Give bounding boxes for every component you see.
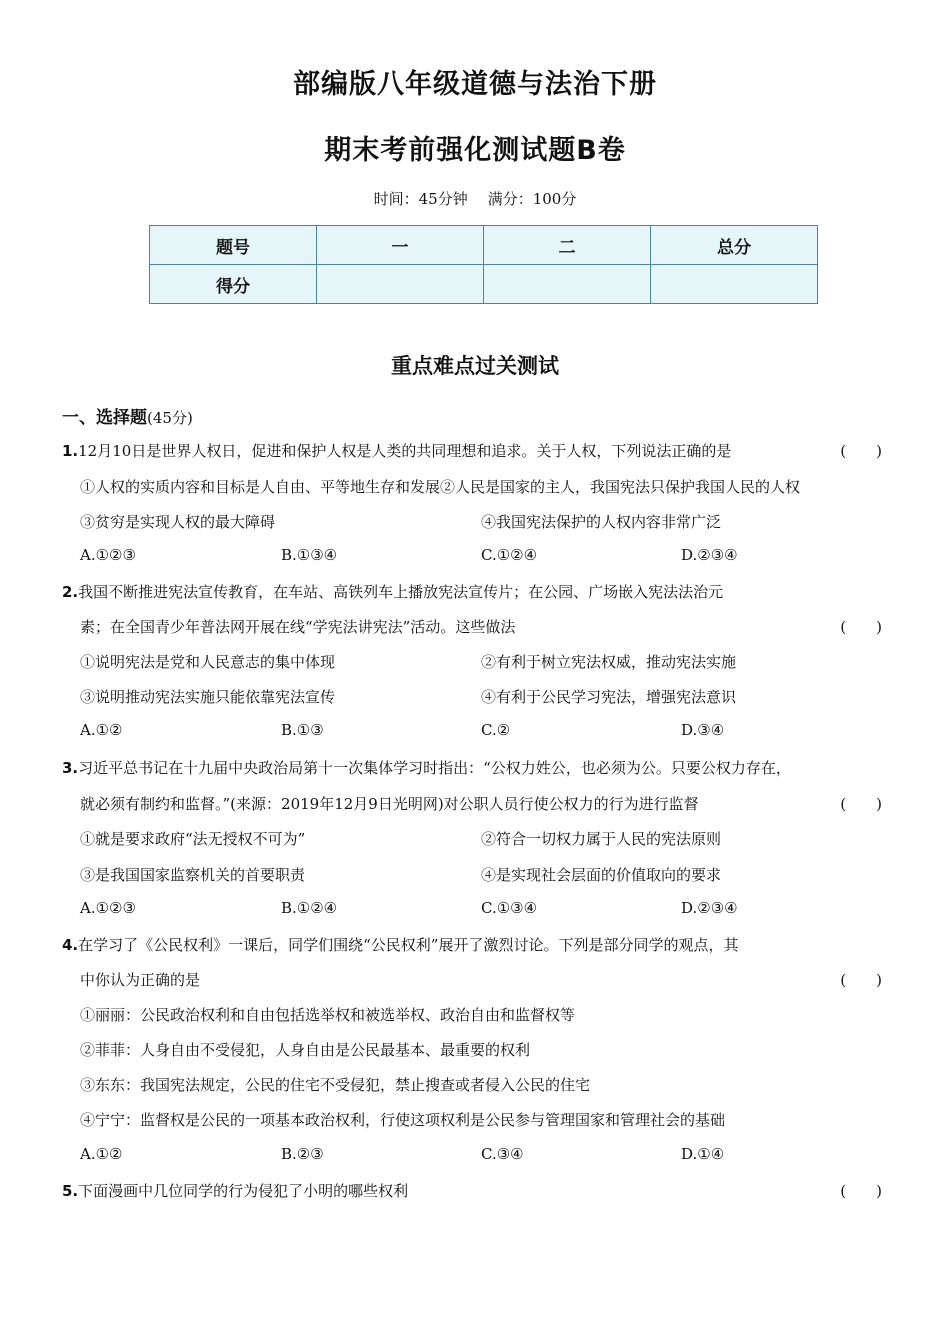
question-text: 习近平总书记在十九届中央政治局第十一次集体学习时指出：“公权力姓公，也必须为公。只要公权力存在， — [78, 759, 791, 777]
option-a[interactable]: A.①② — [80, 721, 123, 739]
option-a[interactable]: A.①②③ — [80, 546, 136, 564]
question-number: 4. — [62, 936, 79, 954]
score-table — [149, 225, 818, 304]
score-table-header-row — [150, 226, 818, 265]
answer-blank: ( ) — [840, 971, 882, 989]
option-b[interactable]: B.①③ — [281, 721, 324, 739]
score-table-cell — [484, 265, 651, 304]
question-number: 1. — [62, 442, 79, 460]
question-2-stem — [62, 581, 882, 602]
statement: ①就是要求政府“法无授权不可为” — [80, 830, 306, 848]
question-4-stem-cont — [80, 969, 882, 990]
option-d[interactable]: D.②③④ — [681, 899, 738, 917]
score-table-cell: 一 — [317, 226, 484, 265]
statement: ③东东：我国宪法规定，公民的住宅不受侵犯，禁止搜查或者侵入公民的住宅 — [80, 1076, 591, 1094]
statement: ③是我国国家监察机关的首要职责 — [80, 866, 306, 884]
answer-blank: ( ) — [840, 795, 882, 813]
question-number: 3. — [62, 759, 79, 777]
question-number: 2. — [62, 583, 79, 601]
question-text: 12月10日是世界人权日，促进和保护人权是人类的共同理想和追求。关于人权，下列说法正确的是 — [78, 442, 732, 460]
option-d[interactable]: D.①④ — [681, 1145, 725, 1163]
score-table-cell: 得分 — [150, 265, 317, 304]
part-label: 一、选择题 — [62, 408, 147, 428]
question-text: 我国不断推进宪法宣传教育，在车站、高铁列车上播放宪法宣传片；在公园、广场嵌入宪法法治元 — [78, 583, 724, 601]
part-points: (45分) — [147, 409, 193, 427]
statement: ②有利于树立宪法权威，推动宪法实施 — [481, 653, 737, 671]
question-1-stem — [62, 440, 882, 461]
answer-blank: ( ) — [840, 618, 882, 636]
exam-info — [0, 188, 950, 209]
question-text: 在学习了《公民权利》一课后，同学们围绕“公民权利”展开了激烈讨论。下列是部分同学的观点，其 — [78, 936, 739, 954]
option-b[interactable]: B.①②④ — [281, 899, 338, 917]
question-1-item — [80, 476, 900, 497]
option-d[interactable]: D.②③④ — [681, 546, 738, 564]
answer-blank: ( ) — [840, 1182, 882, 1200]
option-a[interactable]: A.①② — [80, 1145, 123, 1163]
question-4-stem — [62, 934, 882, 955]
question-2-stem-cont — [80, 616, 882, 637]
statement: ④宁宁：监督权是公民的一项基本政治权利，行使这项权利是公民参与管理国家和管理社会的基础 — [80, 1111, 726, 1129]
statement: ④有利于公民学习宪法，增强宪法意识 — [481, 688, 737, 706]
statement: ④是实现社会层面的价值取向的要求 — [481, 866, 722, 884]
statement: ③说明推动宪法实施只能依靠宪法宣传 — [80, 688, 336, 706]
statement: ②人民是国家的主人，我国宪法只保护我国人民的人权 — [440, 478, 801, 496]
score-table-cell: 题号 — [150, 226, 317, 265]
answer-blank: ( ) — [840, 442, 882, 460]
option-c[interactable]: C.③④ — [481, 1145, 524, 1163]
statement: ①人权的实质内容和目标是人自由、平等地生存和发展 — [80, 478, 441, 496]
score-table-cell: 总分 — [651, 226, 818, 265]
option-b[interactable]: B.①③④ — [281, 546, 338, 564]
statement: ①说明宪法是党和人民意志的集中体现 — [80, 653, 336, 671]
option-c[interactable]: C.①③④ — [481, 899, 538, 917]
statement: ③贫穷是实现人权的最大障碍 — [80, 513, 276, 531]
option-d[interactable]: D.③④ — [681, 721, 725, 739]
option-a[interactable]: A.①②③ — [80, 899, 136, 917]
question-3-stem-cont — [80, 793, 882, 814]
question-text: 素；在全国青少年普法网开展在线“学宪法讲宪法”活动。这些做法 — [80, 618, 516, 636]
document-title: 部编版八年级道德与法治下册 — [293, 69, 657, 100]
question-text: 就必须有制约和监督。”(来源：2019年12月9日光明网)对公职人员行使公权力的行为进行监督 — [80, 795, 699, 813]
exam-time: 时间：45分钟 — [373, 190, 468, 208]
section-title: 重点难点过关测试 — [391, 354, 559, 378]
statement: ②符合一切权力属于人民的宪法原则 — [481, 830, 722, 848]
exam-full-score: 满分：100分 — [487, 190, 577, 208]
part-heading — [62, 403, 193, 428]
question-text: 下面漫画中几位同学的行为侵犯了小明的哪些权利 — [78, 1182, 409, 1200]
score-table-cell — [317, 265, 484, 304]
option-c[interactable]: C.② — [481, 721, 511, 739]
option-b[interactable]: B.②③ — [281, 1145, 324, 1163]
question-number: 5. — [62, 1182, 79, 1200]
score-table-score-row — [150, 265, 818, 304]
statement: ④我国宪法保护的人权内容非常广泛 — [481, 513, 722, 531]
document-subtitle: 期末考前强化测试题B卷 — [324, 135, 626, 166]
statement: ①丽丽：公民政治权利和自由包括选举权和被选举权、政治自由和监督权等 — [80, 1006, 576, 1024]
question-text: 中你认为正确的是 — [80, 971, 201, 989]
score-table-cell — [651, 265, 818, 304]
question-5-stem — [62, 1180, 882, 1201]
score-table-cell: 二 — [484, 226, 651, 265]
statement: ②菲菲：人身自由不受侵犯，人身自由是公民最基本、最重要的权利 — [80, 1041, 531, 1059]
option-c[interactable]: C.①②④ — [481, 546, 538, 564]
question-3-stem — [62, 757, 882, 778]
